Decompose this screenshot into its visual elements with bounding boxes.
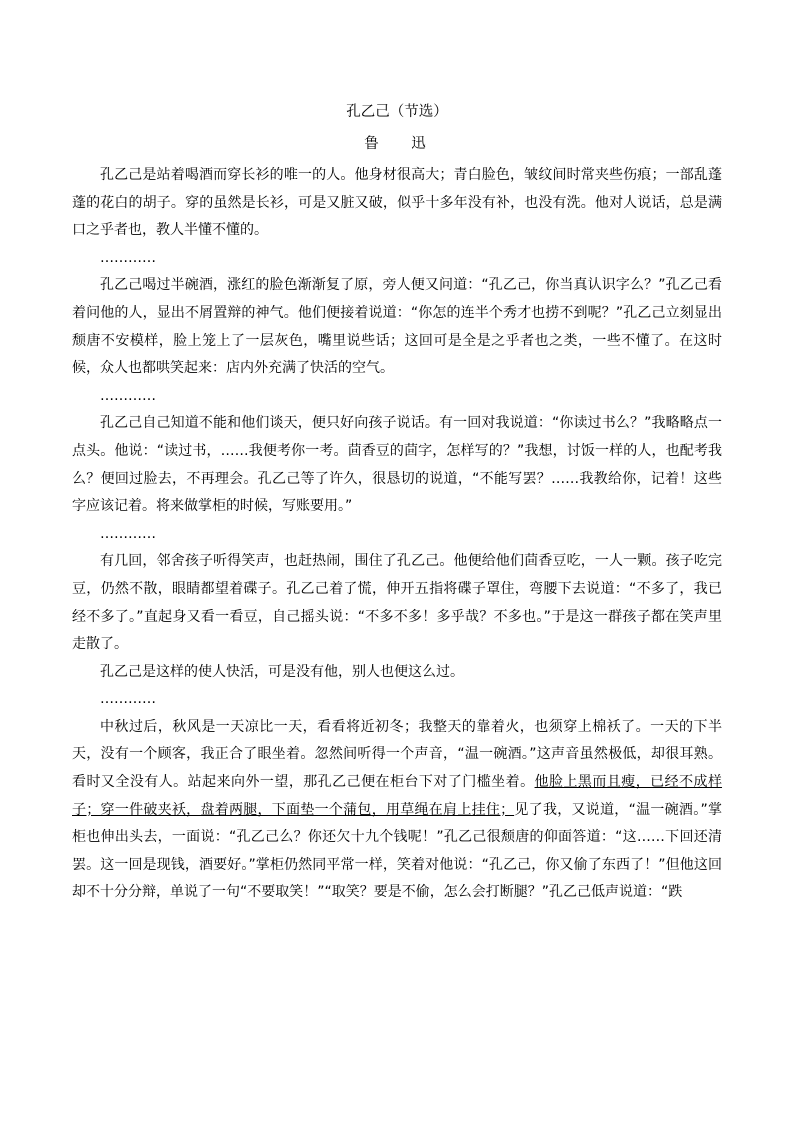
ellipsis-separator-4: …………: [100, 691, 156, 708]
paragraph-4: 有几回，邻舍孩子听得笑声，也赶热闹，围住了孔乙己。他便给他们茴香豆吃，一人一颗。孩子吃完豆，仍然不散，眼睛都望着碟子。孔乙己着了慌，伸开五指将碟子罩住，弯腰下去说道：“不多了，我已经不多了。”直起身又看一看豆，自己摇头说：“不多不多！多乎哉？不多也。”于是这一群孩子都在笑声里走散了。: [72, 553, 722, 653]
ellipsis-separator-2: …………: [100, 387, 156, 404]
paragraph-6-text-a: 中秋过后，秋风是一天凉比一天，看看将近初冬；我整天的靠着火，也须穿上棉袄了。一天的下半天，没有一个顾客，我正合了眼坐着。忽然间听得一个声音，“温一碗酒。”这声音虽然极低，却很耳熟。看时又全没有人。站起来向外一望，那孔乙己便在柜台下对了门槛坐着。: [72, 718, 722, 791]
document-author: 鲁 迅: [364, 136, 440, 152]
document-body: [72, 162, 722, 907]
paragraph-5: 孔乙己是这样的使人快活，可是没有他，别人也便这么过。: [100, 663, 464, 680]
paragraph-6-text-b: 见了我，又说道，“温一碗酒。”掌柜也伸出头去，一面说：“孔乙己么？你还欠十九个钱呢！”孔乙己很颓唐的仰面答道：“这……下回还清罢。这一回是现钱，酒要好。”掌柜仍然同平常一样，笑着对他说：“孔乙己，你又偷了东西了！”但他这回却不十分分辩，单说了一句“不要取笑！”“取笑？要是不偷，怎么会打断腿？”孔乙己低声说道：“跌: [72, 801, 722, 901]
ellipsis-separator-3: …………: [100, 525, 156, 542]
paragraph-3: 孔乙己自己知道不能和他们谈天，便只好向孩子说话。有一回对我说道：“你读过书么？”我略略点一点头。他说：“读过书，……我便考你一考。茴香豆的茴字，怎样写的？”我想，讨饭一样的人，也配考我么？便回过脸去，不再理会。孔乙己等了许久，很恳切的说道，“不能写罢？……我教给你，记着！这些字应该记着。将来做掌柜的时候，写账要用。”: [72, 415, 722, 515]
paragraph-2: 孔乙己喝过半碗酒，涨红的脸色渐渐复了原，旁人便又问道：“孔乙己，你当真认识字么？”孔乙己看着问他的人，显出不屑置辩的神气。他们便接着说道：“你怎的连半个秀才也捞不到呢？”孔乙己立刻显出颓唐不安模样，脸上笼上了一层灰色，嘴里说些话；这回可是全是之乎者也之类，一些不懂了。在这时候，众人也都哄笑起来：店内外充满了快活的空气。: [72, 277, 722, 377]
document-title: 孔乙己（节选）: [346, 104, 448, 120]
ellipsis-separator-1: …………: [100, 249, 156, 266]
paragraph-6: [72, 714, 722, 907]
underlined-passage: 他脸上黑而且瘦，已经不成样子；穿一件破夹袄，盘着两腿，下面垫一个蒲包，用草绳在肩上挂住；: [72, 774, 723, 818]
paragraph-1: 孔乙己是站着喝酒而穿长衫的唯一的人。他身材很高大；青白脸色，皱纹间时常夹些伤痕；一部乱蓬蓬的花白的胡子。穿的虽然是长衫，可是又脏又破，似乎十多年没有补，也没有洗。他对人说话，总是满口之乎者也，教人半懂不懂的。: [72, 167, 722, 239]
